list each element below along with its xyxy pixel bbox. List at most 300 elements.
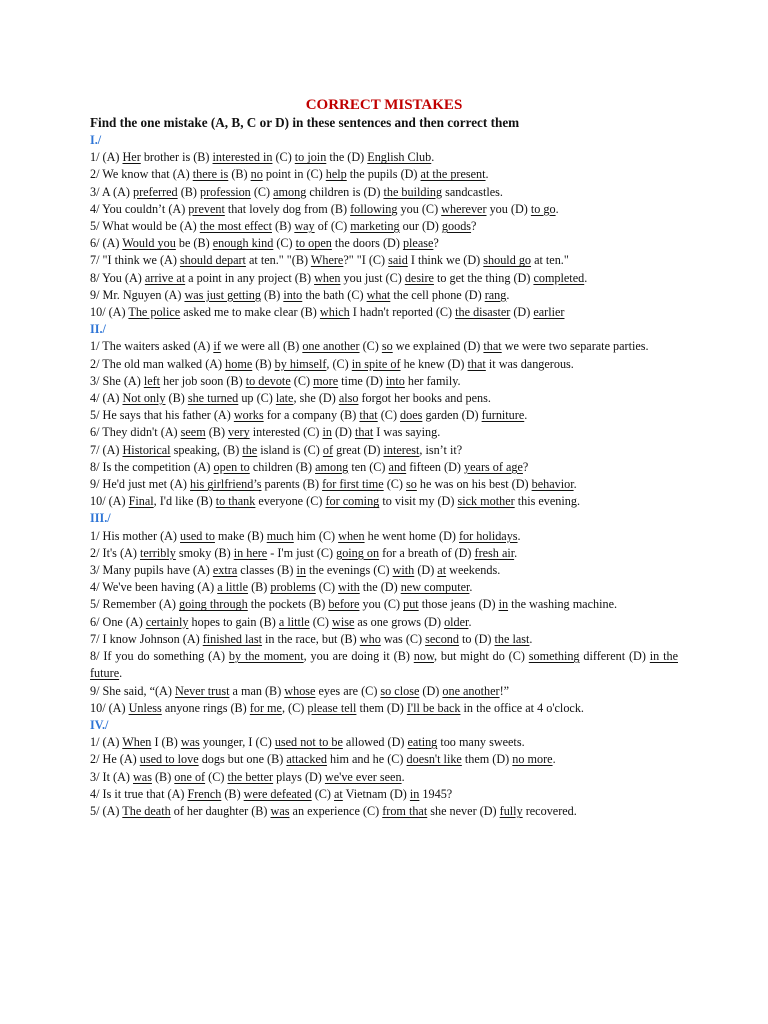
- underlined-option: behavior: [531, 477, 574, 492]
- sentence-item: [90, 356, 678, 373]
- underlined-option: with: [392, 563, 415, 578]
- underlined-option: prevent: [188, 201, 225, 216]
- underlined-option: very: [228, 425, 250, 440]
- sentence-text: at ten.": [531, 253, 569, 268]
- sentence-text: (B): [271, 219, 295, 234]
- section-heading: II./: [90, 322, 106, 337]
- underlined-option: going on: [336, 545, 380, 560]
- sentence-text: that lovely dog from (B): [224, 201, 351, 216]
- underlined-option: please tell: [307, 700, 357, 715]
- underlined-option: much: [266, 528, 294, 543]
- sentence-text: (D): [419, 683, 443, 698]
- sentence-text: ?: [471, 219, 477, 234]
- underlined-option: for first time: [322, 477, 384, 492]
- underlined-option: eating: [407, 735, 438, 750]
- sentence-text: the (D): [326, 150, 368, 165]
- exercise-section: [90, 321, 678, 510]
- sentence-text: up (C): [238, 391, 276, 406]
- underlined-option: so: [406, 477, 417, 492]
- sentence-text: we were two separate parties.: [501, 339, 649, 354]
- sentence-text: .: [573, 477, 577, 492]
- underlined-option: doesn't like: [406, 752, 462, 767]
- sentence-text: 7/ I know Johnson (A): [90, 631, 203, 646]
- underlined-option: Unless: [128, 700, 162, 715]
- sentence-item: [90, 683, 678, 700]
- underlined-option: so: [381, 339, 393, 354]
- underlined-option: that: [467, 356, 486, 371]
- underlined-option: terribly: [139, 545, 176, 560]
- underlined-option: arrive at: [144, 270, 186, 285]
- sentence-item: [90, 201, 678, 218]
- underlined-option: interest: [383, 442, 420, 457]
- underlined-option: if: [213, 339, 221, 354]
- sentence-text: to visit my (D): [379, 494, 458, 509]
- sentence-item: [90, 596, 678, 613]
- sentence-text: 1/ The waiters asked (A): [90, 339, 214, 354]
- underlined-option: something: [528, 649, 580, 664]
- sentence-item: [90, 407, 678, 424]
- underlined-option: at the present: [420, 167, 486, 182]
- underlined-option: The police: [128, 305, 181, 320]
- sentence-text: 9/ Mr. Nguyen (A): [90, 287, 185, 302]
- section-heading: IV./: [90, 717, 109, 732]
- underlined-option: used to: [180, 528, 215, 543]
- sentence-item: [90, 373, 678, 390]
- sentence-text: you (C): [397, 201, 442, 216]
- underlined-option: Never trust: [174, 683, 230, 698]
- sentence-item: [90, 442, 678, 459]
- sentence-text: make (B): [214, 528, 267, 543]
- sentence-text: it was dangerous.: [485, 356, 574, 371]
- sentence-text: was (C): [380, 631, 426, 646]
- sentence-text: , but might do (C): [433, 649, 529, 664]
- exercise-section: [90, 510, 678, 716]
- sentence-text: 10/ (A): [90, 305, 129, 320]
- underlined-option: was: [180, 735, 200, 750]
- underlined-option: before: [328, 597, 360, 612]
- underlined-option: into: [385, 373, 405, 388]
- sentence-text: 4/ Is it true that (A): [90, 786, 188, 801]
- sentence-item: [90, 734, 678, 751]
- underlined-option: does: [400, 408, 423, 423]
- underlined-option: Final: [128, 494, 154, 509]
- underlined-option: in: [322, 425, 332, 440]
- sentence-item: [90, 338, 678, 355]
- sentence-text: interested (C): [249, 425, 323, 440]
- sentence-item: [90, 184, 678, 201]
- sentence-text: them (D): [461, 752, 513, 767]
- sentence-text: he went home (D): [364, 528, 459, 543]
- underlined-option: enough kind: [212, 236, 274, 251]
- sentence-text: 6/ (A): [90, 236, 123, 251]
- sentence-text: , (C): [281, 700, 308, 715]
- underlined-option: to go: [530, 201, 556, 216]
- sentence-text: (C): [315, 580, 339, 595]
- sentence-text: 5/ He says that his father (A): [90, 408, 234, 423]
- sentence-text: he was on his best (D): [416, 477, 532, 492]
- sentence-text: speaking, (B): [170, 442, 243, 457]
- underlined-option: Her: [122, 150, 141, 165]
- underlined-option: in the future: [90, 649, 678, 681]
- sentence-text: plays (D): [273, 769, 325, 784]
- sentence-text: (B): [248, 580, 271, 595]
- sentence-text: brother is (B): [140, 150, 213, 165]
- underlined-option: the most effect: [199, 219, 272, 234]
- underlined-option: open to: [213, 459, 250, 474]
- sentence-item: [90, 493, 678, 510]
- underlined-option: was: [132, 769, 152, 784]
- underlined-option: sick mother: [457, 494, 515, 509]
- sentence-text: ?" "I (C): [343, 253, 389, 268]
- sentence-text: .: [514, 545, 518, 560]
- sentence-text: younger, I (C): [199, 735, 275, 750]
- sentence-text: the pockets (B): [247, 597, 329, 612]
- sentence-text: parents (B): [261, 477, 323, 492]
- underlined-option: now: [413, 649, 434, 664]
- sentence-item: [90, 562, 678, 579]
- sentence-text: I (B): [151, 735, 181, 750]
- sentence-text: asked me to make clear (B): [180, 305, 320, 320]
- sentence-text: (C): [359, 339, 382, 354]
- sentence-text: (B): [165, 391, 188, 406]
- underlined-option: years of age: [464, 459, 523, 474]
- underlined-option: the last: [494, 631, 530, 646]
- underlined-option: Where: [310, 253, 344, 268]
- sentence-text: in the race, but (B): [261, 631, 360, 646]
- underlined-option: following: [350, 201, 398, 216]
- sentence-text: the cell phone (D): [390, 287, 485, 302]
- sentence-text: .: [468, 614, 472, 629]
- sentence-text: .: [584, 270, 588, 285]
- underlined-option: wise: [332, 614, 355, 629]
- sentence-text: 6/ They didn't (A): [90, 425, 181, 440]
- sentence-text: .: [517, 528, 521, 543]
- sentence-text: 9/ She said, “(A): [90, 683, 175, 698]
- sentence-text: island is (C): [257, 442, 323, 457]
- underlined-option: second: [425, 631, 459, 646]
- sentence-text: 3/ She (A): [90, 373, 144, 388]
- sentence-text: you (D): [486, 201, 531, 216]
- underlined-option: to devote: [245, 373, 291, 388]
- underlined-option: in here: [233, 545, 268, 560]
- sentence-text: .: [119, 666, 123, 681]
- sentence-text: at ten." "(B): [245, 253, 311, 268]
- sentence-text: you (C): [359, 597, 404, 612]
- sentence-text: I was saying.: [373, 425, 441, 440]
- underlined-option: marketing: [350, 219, 400, 234]
- sentence-text: time (D): [338, 373, 386, 388]
- underlined-option: Not only: [122, 391, 166, 406]
- underlined-option: fresh air: [474, 545, 515, 560]
- sentence-text: sandcastles.: [442, 184, 503, 199]
- underlined-option: among: [315, 459, 349, 474]
- sentence-text: in the office at 4 o'clock.: [460, 700, 584, 715]
- sentence-item: [90, 700, 678, 717]
- underlined-option: the: [242, 442, 258, 457]
- underlined-option: from that: [382, 803, 428, 818]
- sentence-text: I hadn't reported (C): [349, 305, 456, 320]
- sentence-text: (B): [260, 287, 284, 302]
- sentence-text: 1/ (A): [90, 735, 123, 750]
- sentence-text: 3/ It (A): [90, 769, 133, 784]
- sentence-text: , isn’t it?: [419, 442, 463, 457]
- underlined-option: into: [283, 287, 303, 302]
- underlined-option: one another: [302, 339, 360, 354]
- sentence-item: [90, 235, 678, 252]
- underlined-option: older: [444, 614, 469, 629]
- sentence-text: he knew (D): [400, 356, 468, 371]
- sentence-text: to (D): [458, 631, 495, 646]
- sentence-item: [90, 579, 678, 596]
- sentence-text: !”: [499, 683, 510, 698]
- sentence-text: she never (D): [427, 803, 500, 818]
- underlined-option: when: [314, 270, 341, 285]
- exercise-section: [90, 132, 678, 321]
- sentence-text: .: [555, 201, 559, 216]
- underlined-option: When: [122, 735, 152, 750]
- sentence-text: (C): [290, 373, 314, 388]
- underlined-option: at: [437, 563, 447, 578]
- sentence-text: the doors (D): [331, 236, 403, 251]
- underlined-option: so close: [380, 683, 420, 698]
- sentence-text: for a company (B): [263, 408, 360, 423]
- sentence-text: 10/ (A): [90, 494, 129, 509]
- sentence-text: the evenings (C): [305, 563, 393, 578]
- sentence-text: .: [485, 167, 489, 182]
- underlined-option: preferred: [133, 184, 178, 199]
- underlined-option: who: [359, 631, 381, 646]
- underlined-option: when: [338, 528, 365, 543]
- underlined-option: in: [498, 597, 509, 612]
- sentence-text: an experience (C): [289, 803, 383, 818]
- sentence-item: [90, 614, 678, 631]
- sentence-text: allowed (D): [342, 735, 408, 750]
- sentence-text: him (C): [293, 528, 339, 543]
- sentence-text: 2/ He (A): [90, 752, 140, 767]
- sentence-item: [90, 803, 678, 820]
- sentence-text: 10/ (A): [90, 700, 129, 715]
- underlined-option: his girlfriend’s: [190, 477, 262, 492]
- sentence-item: [90, 476, 678, 493]
- sentence-text: the bath (C): [302, 287, 367, 302]
- sentence-text: .: [469, 580, 473, 595]
- underlined-option: among: [273, 184, 307, 199]
- underlined-option: I'll be back: [406, 700, 461, 715]
- sentence-text: anyone rings (B): [161, 700, 250, 715]
- sentence-text: point in (C): [262, 167, 326, 182]
- sentence-text: a point in any project (B): [185, 270, 315, 285]
- sentence-text: you just (C): [340, 270, 405, 285]
- section-heading: I./: [90, 133, 102, 147]
- underlined-option: please: [402, 236, 434, 251]
- sentence-item: [90, 528, 678, 545]
- underlined-option: by the moment: [228, 649, 304, 664]
- underlined-option: that: [359, 408, 378, 423]
- underlined-option: in spite of: [351, 356, 401, 371]
- underlined-option: to open: [295, 236, 332, 251]
- underlined-option: The death: [122, 803, 171, 818]
- underlined-option: should go: [483, 253, 532, 268]
- underlined-option: a little: [278, 614, 310, 629]
- sentence-text: .: [524, 408, 528, 423]
- underlined-option: Would you: [122, 236, 176, 251]
- sentence-text: 4/ You couldn’t (A): [90, 201, 189, 216]
- sentence-text: as one grows (D): [354, 614, 445, 629]
- sentence-text: , (C): [326, 356, 352, 371]
- sentence-text: we were all (B): [220, 339, 303, 354]
- underlined-option: goods: [441, 219, 472, 234]
- sentence-text: (D): [414, 563, 438, 578]
- underlined-option: certainly: [145, 614, 189, 629]
- underlined-option: left: [143, 373, 161, 388]
- underlined-option: more: [313, 373, 339, 388]
- sentence-text: 2/ The old man walked (A): [90, 356, 226, 371]
- underlined-option: put: [403, 597, 419, 612]
- sentence-text: (C): [272, 150, 295, 165]
- sentence-text: great (D): [333, 442, 384, 457]
- underlined-option: used not to be: [274, 735, 343, 750]
- sentence-text: of (C): [314, 219, 351, 234]
- underlined-option: we've ever seen: [324, 769, 402, 784]
- sentence-text: , I'd like (B): [153, 494, 216, 509]
- sentence-text: (C): [311, 786, 335, 801]
- underlined-option: finished last: [202, 631, 262, 646]
- sentence-text: .: [529, 631, 533, 646]
- sentence-text: (C): [377, 408, 401, 423]
- underlined-option: one another: [442, 683, 500, 698]
- sentence-text: our (D): [399, 219, 442, 234]
- sentence-text: weekends.: [446, 563, 501, 578]
- underlined-option: with: [338, 580, 360, 595]
- underlined-option: Historical: [122, 442, 171, 457]
- sentence-text: 3/ Many pupils have (A): [90, 563, 213, 578]
- sentence-text: the washing machine.: [508, 597, 618, 612]
- underlined-option: were defeated: [243, 786, 312, 801]
- sentence-text: for a breath of (D): [379, 545, 475, 560]
- underlined-option: English Club: [367, 150, 432, 165]
- underlined-option: in: [296, 563, 306, 578]
- sentence-text: (C): [273, 236, 296, 251]
- sentence-text: 5/ What would be (A): [90, 219, 200, 234]
- sentence-text: (C): [383, 477, 407, 492]
- underlined-option: that: [483, 339, 502, 354]
- sentence-text: 9/ He'd just met (A): [90, 477, 191, 492]
- sentence-text: ?: [433, 236, 439, 251]
- sentence-text: (B): [177, 184, 200, 199]
- underlined-option: and: [388, 459, 407, 474]
- sentence-item: [90, 786, 678, 803]
- sentence-item: [90, 304, 678, 321]
- underlined-option: at: [334, 786, 343, 801]
- underlined-option: late: [275, 391, 294, 406]
- sentence-text: a man (B): [229, 683, 285, 698]
- sentence-text: 4/ We've been having (A): [90, 580, 218, 595]
- underlined-option: the building: [383, 184, 443, 199]
- sentence-text: 1945?: [419, 786, 453, 801]
- sentence-text: (B): [151, 769, 175, 784]
- underlined-option: to thank: [215, 494, 256, 509]
- underlined-option: furniture: [481, 408, 525, 423]
- sentence-item: [90, 631, 678, 648]
- sentence-text: 5/ Remember (A): [90, 597, 180, 612]
- sentence-text: (D): [510, 305, 534, 320]
- sentence-text: .: [401, 769, 405, 784]
- sentence-text: smoky (B): [175, 545, 234, 560]
- underlined-option: should depart: [179, 253, 246, 268]
- underlined-option: home: [225, 356, 253, 371]
- sentence-text: different (D): [579, 649, 650, 664]
- sentence-item: [90, 252, 678, 269]
- underlined-option: of: [322, 442, 334, 457]
- underlined-option: fully: [499, 803, 523, 818]
- sentence-text: (C): [250, 184, 274, 199]
- sentence-text: be (B): [175, 236, 213, 251]
- sentence-text: .: [431, 150, 435, 165]
- sentence-item: [90, 769, 678, 786]
- underlined-option: seem: [180, 425, 206, 440]
- underlined-option: works: [233, 408, 264, 423]
- sentence-item: [90, 218, 678, 235]
- sentence-text: Vietnam (D): [342, 786, 410, 801]
- underlined-option: desire: [404, 270, 434, 285]
- sentence-text: classes (B): [237, 563, 297, 578]
- sentence-text: 2/ We know that (A): [90, 167, 193, 182]
- underlined-option: help: [325, 167, 347, 182]
- sentence-text: (C): [205, 769, 228, 784]
- underlined-option: by himself: [274, 356, 327, 371]
- underlined-option: she turned: [187, 391, 239, 406]
- sentence-text: children (B): [249, 459, 316, 474]
- underlined-option: no more: [512, 752, 553, 767]
- sentence-text: .: [506, 287, 510, 302]
- sentence-text: 4/ (A): [90, 391, 123, 406]
- underlined-option: problems: [270, 580, 316, 595]
- sentence-text: too many sweets.: [437, 735, 525, 750]
- sentence-text: (B): [228, 167, 251, 182]
- sentence-text: garden (D): [422, 408, 482, 423]
- underlined-option: was: [270, 803, 290, 818]
- underlined-option: that: [354, 425, 374, 440]
- sentence-text: we explained (D): [392, 339, 484, 354]
- exercise-section: [90, 717, 678, 820]
- underlined-option: there is: [192, 167, 229, 182]
- sentence-item: [90, 287, 678, 304]
- sentence-text: 8/ You (A): [90, 270, 145, 285]
- underlined-option: attacked: [286, 752, 327, 767]
- underlined-option: one of: [174, 769, 206, 784]
- underlined-option: the better: [227, 769, 274, 784]
- underlined-option: profession: [200, 184, 251, 199]
- sentence-text: 1/ His mother (A): [90, 528, 181, 543]
- sentence-text: I think we (D): [407, 253, 484, 268]
- underlined-option: for holidays: [458, 528, 518, 543]
- underlined-option: completed: [533, 270, 585, 285]
- sentence-text: 1/ (A): [90, 150, 123, 165]
- underlined-option: wherever: [441, 201, 487, 216]
- sentence-item: [90, 270, 678, 287]
- sentence-text: fifteen (D): [406, 459, 465, 474]
- sentence-text: , you are doing it (B): [303, 649, 414, 664]
- sentence-item: [90, 149, 678, 166]
- underlined-option: new computer: [400, 580, 470, 595]
- sentence-text: the (D): [359, 580, 401, 595]
- underlined-option: going through: [179, 597, 248, 612]
- sentence-text: children is (D): [306, 184, 384, 199]
- underlined-option: the disaster: [455, 305, 511, 320]
- sentence-item: [90, 648, 678, 682]
- underlined-option: used to love: [139, 752, 199, 767]
- sentence-text: this evening.: [514, 494, 581, 509]
